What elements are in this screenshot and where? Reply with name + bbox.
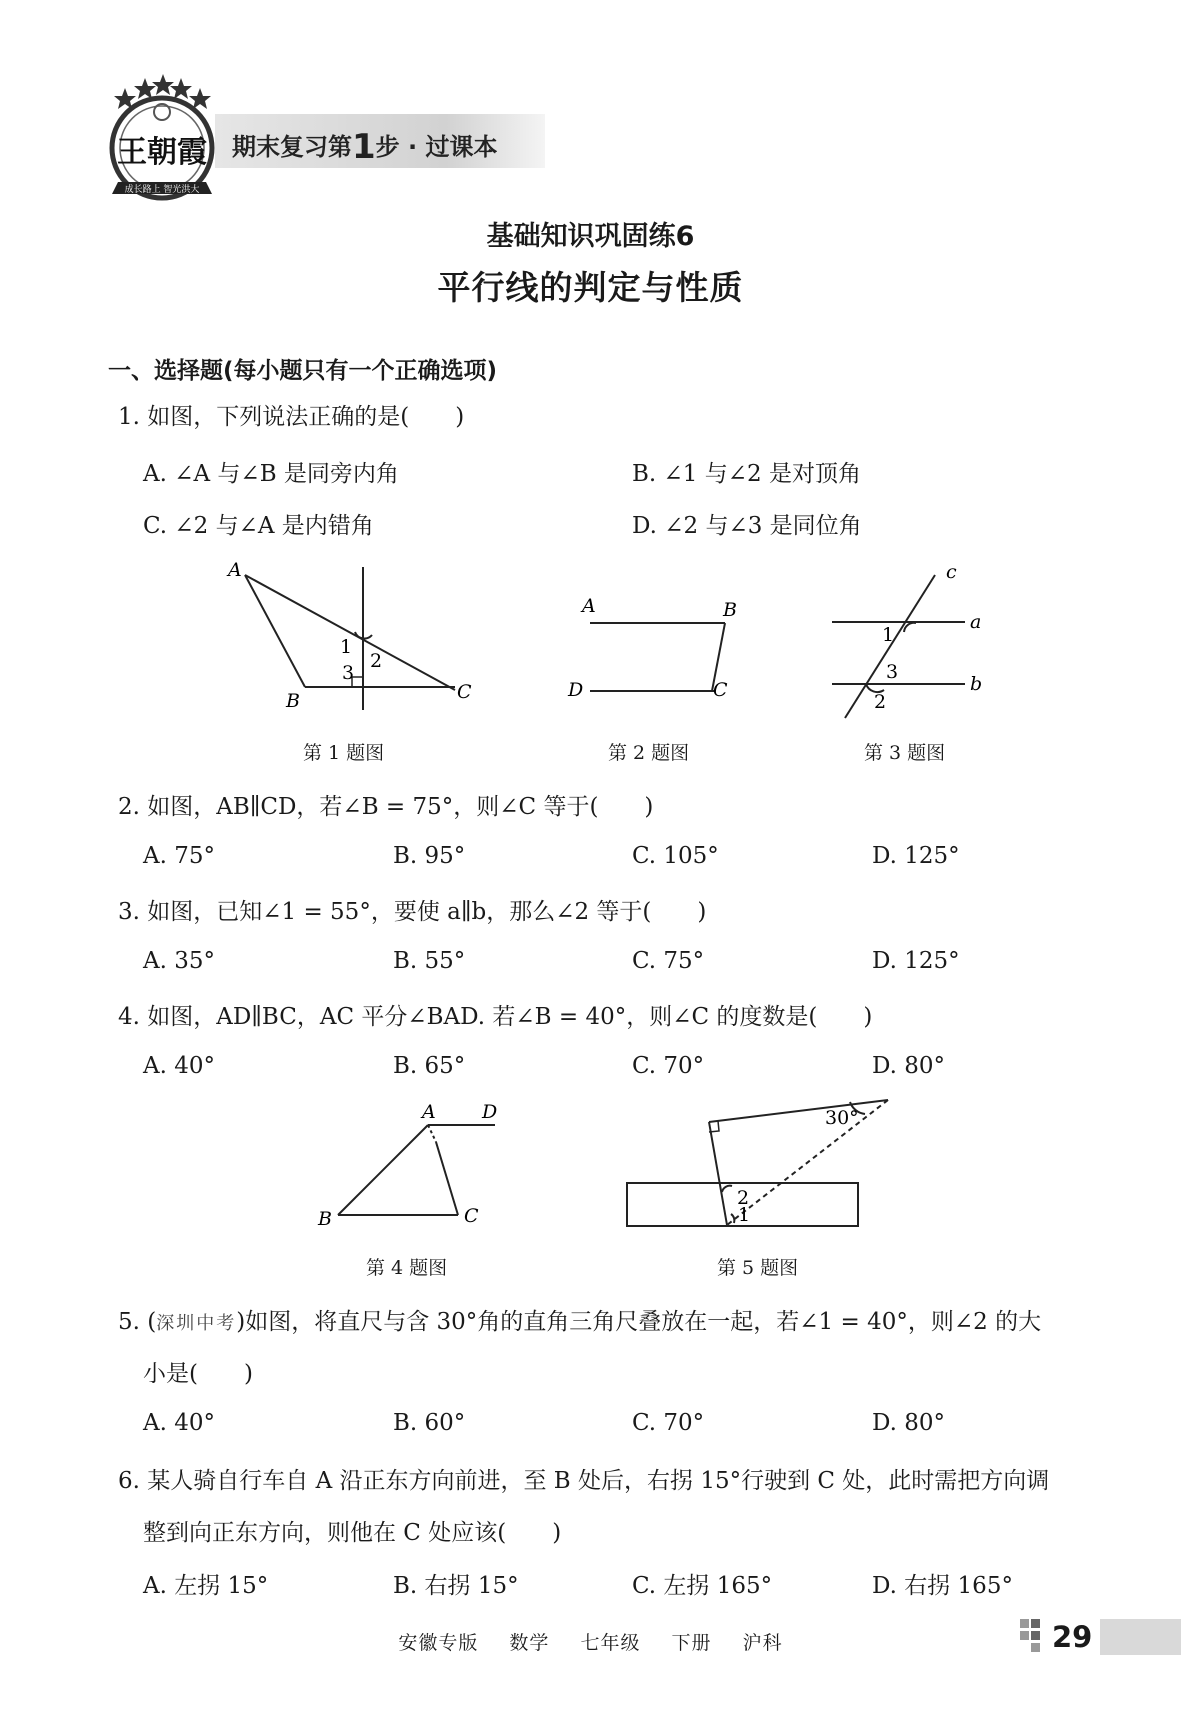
fig5-label-1: 1 <box>738 1204 751 1226</box>
logo-slogan: 成长路上 智光洪大 <box>124 185 200 195</box>
page-number-bar <box>1100 1619 1181 1655</box>
question-2-stem: 2. 如图，AB∥CD，若∠B = 75°，则∠C 等于( ) <box>118 794 654 820</box>
fig1-label-a: A <box>228 559 242 581</box>
fig4-label-c: C <box>464 1205 479 1227</box>
q6-option-c[interactable]: C. 左拐 165° <box>632 1573 773 1599</box>
fig2-label-b: B <box>723 599 737 621</box>
q1-option-c[interactable]: C. ∠2 与∠A 是内错角 <box>143 513 374 539</box>
q4-option-a[interactable]: A. 40° <box>143 1053 215 1079</box>
fig5-label-2: 2 <box>737 1187 750 1209</box>
q5-option-d[interactable]: D. 80° <box>872 1410 946 1436</box>
fig1-label-3: 3 <box>342 662 355 684</box>
header-title: 期末复习第1步 · 过课本 <box>232 127 498 167</box>
fig4-label-d: D <box>482 1101 498 1123</box>
q4-option-d[interactable]: D. 80° <box>872 1053 946 1079</box>
q3-option-c[interactable]: C. 75° <box>632 948 705 974</box>
fig3-label-a: a <box>970 611 982 633</box>
q1-option-a[interactable]: A. ∠A 与∠B 是同旁内角 <box>143 461 399 487</box>
fig3-label-b: b <box>970 673 983 695</box>
fig3-label-3: 3 <box>886 661 899 683</box>
figure-1 <box>200 555 500 715</box>
figure-3-caption: 第 3 题图 <box>864 742 946 764</box>
question-1-stem: 1. 如图，下列说法正确的是( ) <box>118 404 465 430</box>
figure-5-caption: 第 5 题图 <box>717 1257 799 1279</box>
q4-option-b[interactable]: B. 65° <box>393 1053 466 1079</box>
q6-option-b[interactable]: B. 右拐 15° <box>393 1573 519 1599</box>
footer-volume: 下册 <box>671 1632 712 1654</box>
exercise-subtitle: 基础知识巩固练6 <box>486 221 695 252</box>
fig3-label-1: 1 <box>882 624 895 646</box>
question-4-stem: 4. 如图，AD∥BC，AC 平分∠BAD. 若∠B = 40°，则∠C 的度数是( ) <box>118 1004 873 1030</box>
q3-option-d[interactable]: D. 125° <box>872 948 960 974</box>
brand-logo <box>100 70 225 210</box>
figure-3 <box>820 560 1000 720</box>
footer-grade: 七年级 <box>580 1632 641 1654</box>
q4-option-c[interactable]: C. 70° <box>632 1053 705 1079</box>
section-heading: 一、选择题(每小题只有一个正确选项) <box>108 358 498 384</box>
q3-option-a[interactable]: A. 35° <box>143 948 215 974</box>
question-5-stem-cont: 小是( ) <box>143 1361 253 1387</box>
fig4-label-b: B <box>318 1208 332 1230</box>
figure-4 <box>310 1100 520 1230</box>
q6-option-d[interactable]: D. 右拐 165° <box>872 1573 1013 1599</box>
footer-subject: 数学 <box>509 1632 550 1654</box>
q2-option-c[interactable]: C. 105° <box>632 843 719 869</box>
figure-2-caption: 第 2 题图 <box>608 742 690 764</box>
figure-4-caption: 第 4 题图 <box>366 1257 448 1279</box>
q1-option-b[interactable]: B. ∠1 与∠2 是对顶角 <box>632 461 861 487</box>
q5-source-tag: 深圳中考 <box>156 1313 237 1334</box>
q6-option-a[interactable]: A. 左拐 15° <box>143 1573 269 1599</box>
question-5-stem: 5. (深圳中考)如图，将直尺与含 30°角的直角三角尺叠放在一起，若∠1 = 40°，则∠2 的大 <box>118 1309 1042 1335</box>
figure-5 <box>620 1090 900 1240</box>
fig3-label-2: 2 <box>874 691 887 713</box>
fig5-label-30deg: 30° <box>825 1107 859 1129</box>
q5-option-c[interactable]: C. 70° <box>632 1410 705 1436</box>
question-3-stem: 3. 如图，已知∠1 = 55°，要使 a∥b，那么∠2 等于( ) <box>118 899 707 925</box>
page-number: 29 <box>1052 1620 1093 1654</box>
figure-1-caption: 第 1 题图 <box>303 742 385 764</box>
q5-option-b[interactable]: B. 60° <box>393 1410 466 1436</box>
fig2-label-d: D <box>568 679 584 701</box>
fig1-label-c: C <box>457 681 472 703</box>
logo-name: 王朝霞 <box>117 135 207 170</box>
fig1-label-2: 2 <box>370 650 383 672</box>
page-title: 平行线的判定与性质 <box>437 268 744 307</box>
q3-option-b[interactable]: B. 55° <box>393 948 466 974</box>
fig1-label-1: 1 <box>340 636 353 658</box>
footer-info <box>0 1628 1181 1655</box>
figure-2 <box>560 590 760 710</box>
q5-option-a[interactable]: A. 40° <box>143 1410 215 1436</box>
fig4-label-a: A <box>422 1101 436 1123</box>
fig2-label-a: A <box>582 595 596 617</box>
page-number-decoration <box>1020 1619 1050 1655</box>
footer-edition: 安徽专版 <box>398 1632 479 1654</box>
fig1-label-b: B <box>286 690 300 712</box>
fig2-label-c: C <box>713 679 728 701</box>
q2-option-a[interactable]: A. 75° <box>143 843 215 869</box>
q2-option-b[interactable]: B. 95° <box>393 843 466 869</box>
question-6-stem-cont: 整到向正东方向，则他在 C 处应该( ) <box>143 1520 562 1546</box>
fig3-label-c: c <box>946 561 957 583</box>
question-6-stem: 6. 某人骑自行车自 A 沿正东方向前进，至 B 处后，右拐 15°行驶到 C 处，此时需把方向调 <box>118 1468 1050 1494</box>
footer-publisher: 沪科 <box>742 1632 783 1654</box>
q2-option-d[interactable]: D. 125° <box>872 843 960 869</box>
q1-option-d[interactable]: D. ∠2 与∠3 是同位角 <box>632 513 862 539</box>
